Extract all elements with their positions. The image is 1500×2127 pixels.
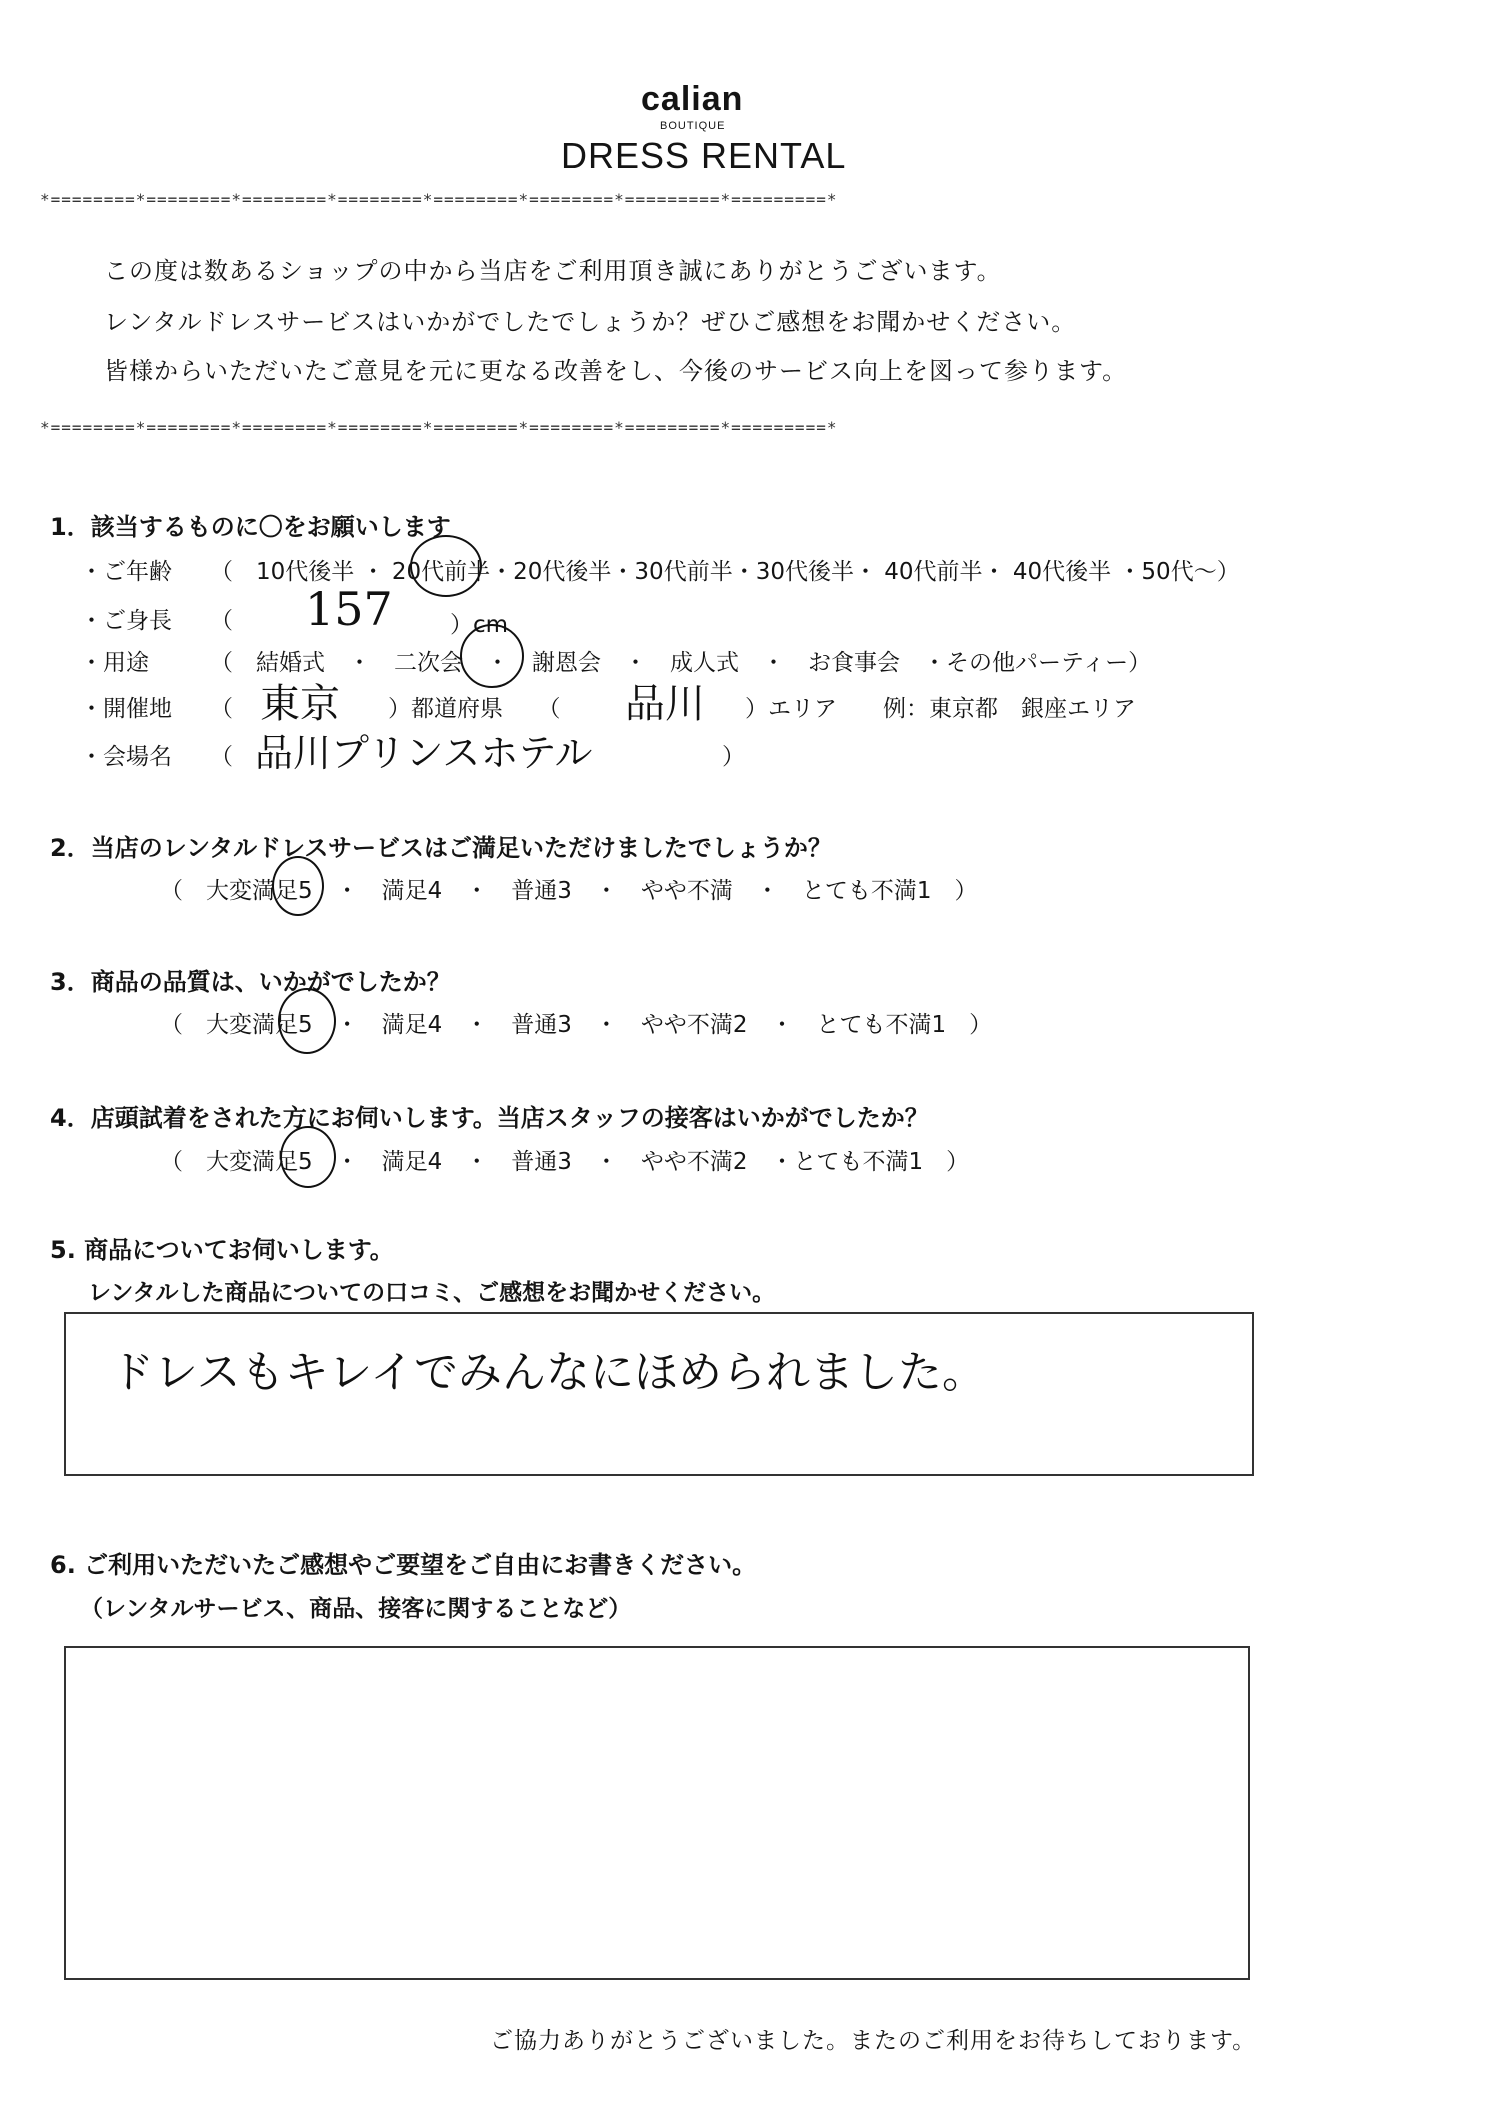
q3-title: 3．商品の品質は、いかがでしたか？ (50, 968, 451, 996)
q1-title: 1．該当するものに〇をお願いします (50, 513, 451, 541)
page-title: DRESS RENTAL (561, 135, 847, 176)
q3-options: （ 大変満足5 ・ 満足4 ・ 普通3 ・ やや不満2 ・ とても不満1 ） (160, 1012, 993, 1038)
footer-thanks: ご協力ありがとうございました。またのご利用をお待ちしております。 (490, 2028, 1257, 2054)
divider-top: *========*========*========*========*========*========*=========*=========* (40, 190, 838, 209)
venue-name-value: 品川プリンスホテル (255, 731, 593, 775)
q2-options: （ 大変満足5 ・ 満足4 ・ 普通3 ・ やや不満 ・ とても不満1 ） (160, 878, 978, 904)
intro-line-1: この度は数あるショップの中から当店をご利用頂き誠にありがとうございます。 (104, 257, 1002, 285)
q6-answer-box[interactable] (64, 1646, 1250, 1980)
purpose-label: ・用途 (80, 650, 149, 676)
q6-subtitle: （レンタルサービス、商品、接客に関することなど） (80, 1596, 632, 1622)
q4-title: 4．店頭試着をされた方にお伺いします。当店スタッフの接客はいかがでしたか？ (50, 1104, 929, 1132)
q4-options: （ 大変満足5 ・ 満足4 ・ 普通3 ・ やや不満2 ・とても不満1 ） (160, 1149, 970, 1175)
height-label: ・ご身長 (80, 608, 172, 634)
intro-line-2: レンタルドレスサービスはいかがでしたでしょうか？ぜひご感想をお聞かせください。 (104, 308, 1077, 336)
venue-region-open: （ (210, 696, 233, 722)
q5-answer-text: ドレスもキレイでみんなにほめられました。 (110, 1347, 987, 1398)
height-value: 157 (305, 582, 393, 636)
venue-name-label: ・会場名 (80, 744, 172, 770)
brand-sub: BOUTIQUE (660, 120, 726, 132)
venue-name-close: ） (722, 744, 745, 770)
q2-title: 2．当店のレンタルドレスサービスはご満足いただけましたでしょうか？ (50, 834, 832, 862)
q6-title: 6. ご利用いただいたご感想やご要望をご自由にお書きください。 (50, 1551, 757, 1579)
height-close: ）cm (450, 612, 509, 638)
purpose-selection-circle (460, 624, 524, 688)
q4-selection-circle (280, 1126, 336, 1188)
age-label: ・ご年齢 (80, 559, 172, 585)
q3-selection-circle (278, 988, 336, 1054)
intro-line-3: 皆様からいただいたご意見を元に更なる改善をし、今後のサービス向上を図って参ります。 (104, 357, 1128, 385)
venue-prefecture-suffix: ）都道府県 （ (388, 696, 561, 722)
venue-area-value: 品川 (625, 681, 705, 727)
venue-region-label: ・開催地 (80, 696, 172, 722)
age-selection-circle (410, 535, 482, 597)
brand-logo: calian (641, 80, 744, 118)
q2-selection-circle (272, 856, 324, 916)
q5-subtitle: レンタルした商品についての口コミ、ご感想をお聞かせください。 (88, 1280, 776, 1306)
height-open: （ (210, 608, 233, 634)
q5-answer-box[interactable] (64, 1312, 1254, 1476)
venue-prefecture-value: 東京 (260, 681, 340, 727)
venue-name-open: （ (210, 744, 233, 770)
q5-title: 5. 商品についてお伺いします。 (50, 1236, 394, 1264)
age-options: （ 10代後半 ・ 20代前半・20代後半・30代前半・30代後半・ 40代前半・ 40代後半 ・50代～） (210, 559, 1240, 585)
divider-bottom: *========*========*========*========*========*========*=========*=========* (40, 418, 838, 437)
purpose-options: （ 結婚式 ・ 二次会 ・ 謝恩会 ・ 成人式 ・ お食事会 ・その他パーティー） (210, 650, 1152, 676)
venue-area-suffix: ）エリア 例：東京都 銀座エリア (745, 696, 1136, 722)
